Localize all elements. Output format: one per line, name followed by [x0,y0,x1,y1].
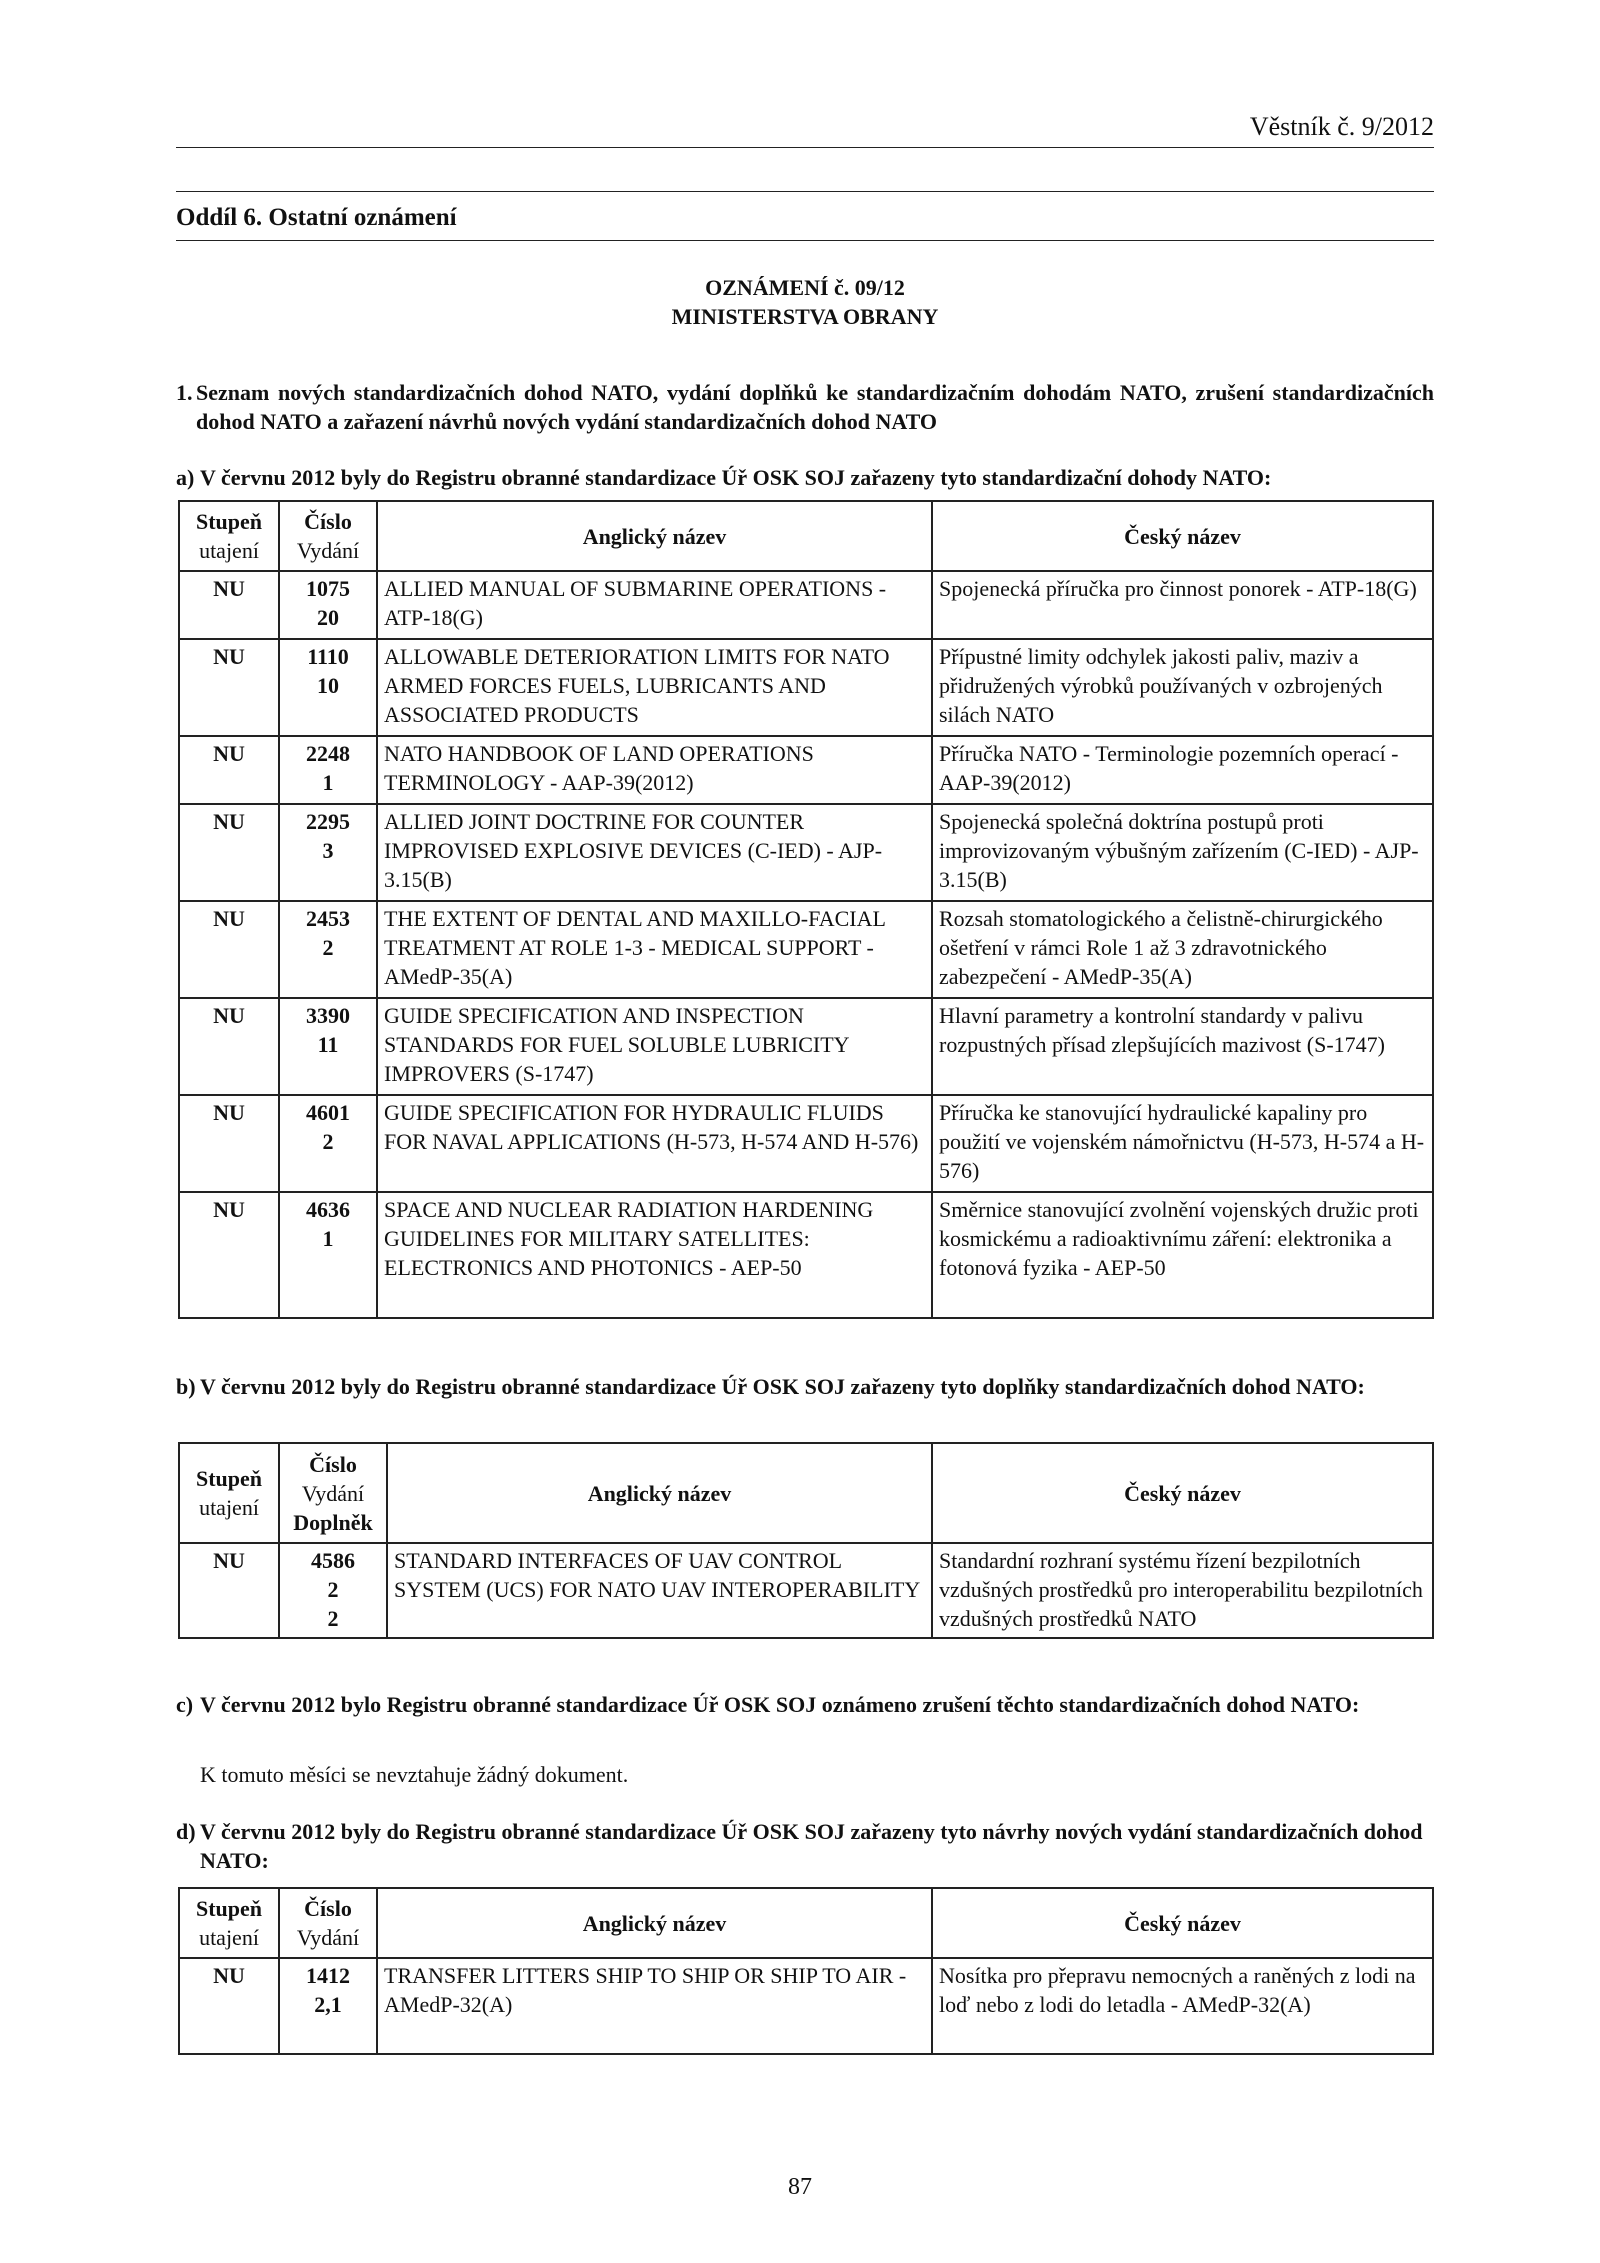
table-row [179,1192,1433,1318]
level-cell: NU [179,1543,279,1638]
header-level: Stupeň utajení [179,1888,279,1958]
section-rule-top [176,191,1434,192]
level-cell: NU [179,1192,279,1318]
number-cell: 2453 2 [279,901,377,998]
section-rule-bottom [176,240,1434,241]
table-row [179,901,1433,998]
section-d-label: d) [176,1819,196,1844]
number-cell: 4601 2 [279,1095,377,1192]
number-cell: 3390 11 [279,998,377,1095]
table-row [179,1958,1433,2054]
english-title-cell: ALLIED JOINT DOCTRINE FOR COUNTER IMPROVISED EXPLOSIVE DEVICES (C-IED) - AJP-3.15(B) [377,804,932,901]
header-number: Číslo Vydání [279,501,377,571]
level-cell: NU [179,736,279,804]
table-row [179,998,1433,1095]
notice-title: OZNÁMENÍ č. 09/12 [705,275,905,300]
item-1 [176,378,1434,436]
header-czech: Český název [932,1443,1433,1543]
header-level: Stupeň utajení [179,1443,279,1543]
czech-title-cell: Příručka ke stanovující hydraulické kapaliny pro použití ve vojenském námořnictvu (H-573, H-574 a H-576) [932,1095,1433,1192]
table-a [178,500,1434,1319]
table-row [179,804,1433,901]
table-row [179,571,1433,639]
number-cell: 1110 10 [279,639,377,736]
level-cell: NU [179,1095,279,1192]
english-title-cell: THE EXTENT OF DENTAL AND MAXILLO-FACIAL TREATMENT AT ROLE 1-3 - MEDICAL SUPPORT - AMedP-35(A) [377,901,932,998]
section-c-label: c) [176,1692,194,1717]
section-d-heading [176,1817,1434,1875]
section-c-heading [176,1690,1434,1719]
level-cell: NU [179,639,279,736]
english-title-cell: TRANSFER LITTERS SHIP TO SHIP OR SHIP TO AIR - AMedP-32(A) [377,1958,932,2054]
section-b-label: b) [176,1374,196,1399]
table-d [178,1887,1434,2055]
header-english: Anglický název [377,501,932,571]
header-czech: Český název [932,1888,1433,1958]
czech-title-cell: Příručka NATO - Terminologie pozemních operací - AAP-39(2012) [932,736,1433,804]
czech-title-cell: Rozsah stomatologického a čelistně-chirurgického ošetření v rámci Role 1 až 3 zdravotnického zabezpečení - AMedP-35(A) [932,901,1433,998]
english-title-cell: ALLIED MANUAL OF SUBMARINE OPERATIONS - ATP-18(G) [377,571,932,639]
number-cell: 1075 20 [279,571,377,639]
number-cell: 1412 2,1 [279,1958,377,2054]
section-a-text: V červnu 2012 byly do Registru obranné standardizace Úř OSK SOJ zařazeny tyto standardizační dohody NATO: [200,465,1272,490]
english-title-cell: GUIDE SPECIFICATION FOR HYDRAULIC FLUIDS FOR NAVAL APPLICATIONS (H-573, H-574 AND H-576) [377,1095,932,1192]
item-1-text: Seznam nových standardizačních dohod NATO, vydání doplňků ke standardizačním dohodám NATO, zrušení standardizačních dohod NATO a zařazení návrhů nových vydání standardizačních dohod NATO [196,380,1434,434]
level-cell: NU [179,901,279,998]
section-a-label: a) [176,465,195,490]
section-c-text: V červnu 2012 bylo Registru obranné standardizace Úř OSK SOJ oznámeno zrušení těchto standardizačních dohod NATO: [200,1692,1360,1717]
czech-title-cell: Nosítka pro přepravu nemocných a raněných z lodi na loď nebo z lodi do letadla - AMedP-32(A) [932,1958,1433,2054]
number-cell: 4586 2 2 [279,1543,387,1638]
number-cell: 2295 3 [279,804,377,901]
english-title-cell: SPACE AND NUCLEAR RADIATION HARDENING GUIDELINES FOR MILITARY SATELLITES: ELECTRONICS AND PHOTONICS - AEP-50 [377,1192,932,1318]
number-cell: 2248 1 [279,736,377,804]
page-number: 87 [788,2174,812,2200]
header-english: Anglický název [377,1888,932,1958]
section-a-heading [176,463,1434,492]
section-title: Oddíl 6. Ostatní oznámení [176,204,457,231]
header-english: Anglický název [387,1443,932,1543]
section-b-text: V červnu 2012 byly do Registru obranné standardizace Úř OSK SOJ zařazeny tyto doplňky standardizačních dohod NATO: [200,1374,1365,1399]
english-title-cell: ALLOWABLE DETERIORATION LIMITS FOR NATO ARMED FORCES FUELS, LUBRICANTS AND ASSOCIATED PRODUCTS [377,639,932,736]
english-title-cell: GUIDE SPECIFICATION AND INSPECTION STANDARDS FOR FUEL SOLUBLE LUBRICITY IMPROVERS (S-1747) [377,998,932,1095]
czech-title-cell: Spojenecká příručka pro činnost ponorek - ATP-18(G) [932,571,1433,639]
czech-title-cell: Hlavní parametry a kontrolní standardy v palivu rozpustných přísad zlepšujících mazivost (S-1747) [932,998,1433,1095]
english-title-cell: NATO HANDBOOK OF LAND OPERATIONS TERMINOLOGY - AAP-39(2012) [377,736,932,804]
header-number: Číslo Vydání [279,1888,377,1958]
header-number: Číslo Vydání Doplněk [279,1443,387,1543]
table-row [179,639,1433,736]
journal-header: Věstník č. 9/2012 [1249,112,1434,141]
section-b-heading [176,1372,1434,1401]
level-cell: NU [179,571,279,639]
item-1-number: 1. [176,380,193,405]
level-cell: NU [179,998,279,1095]
table-row [179,1095,1433,1192]
czech-title-cell: Směrnice stanovující zvolnění vojenských družic proti kosmickému a radioaktivnímu záření: elektronika a fotonová fyzika - AEP-50 [932,1192,1433,1318]
table-row [179,1543,1433,1638]
section-d-text: V červnu 2012 byly do Registru obranné standardizace Úř OSK SOJ zařazeny tyto návrhy nových vydání standardizačních dohod NATO: [200,1819,1423,1873]
czech-title-cell: Spojenecká společná doktrína postupů proti improvizovaným výbušným zařízením (C-IED) - AJP-3.15(B) [932,804,1433,901]
table-b [178,1442,1434,1639]
level-cell: NU [179,804,279,901]
header-czech: Český název [932,501,1433,571]
table-row [179,736,1433,804]
header-rule [176,147,1434,148]
header-level: Stupeň utajení [179,501,279,571]
level-cell: NU [179,1958,279,2054]
czech-title-cell: Standardní rozhraní systému řízení bezpilotních vzdušných prostředků pro interoperabilitu bezpilotních vzdušných prostředků NATO [932,1543,1433,1638]
czech-title-cell: Přípustné limity odchylek jakosti paliv, maziv a přidružených výrobků používaných v ozbrojených silách NATO [932,639,1433,736]
english-title-cell: STANDARD INTERFACES OF UAV CONTROL SYSTEM (UCS) FOR NATO UAV INTEROPERABILITY [387,1543,932,1638]
notice-issuer: MINISTERSTVA OBRANY [671,304,939,329]
number-cell: 4636 1 [279,1192,377,1318]
section-c-note: K tomuto měsíci se nevztahuje žádný dokument. [200,1762,629,1787]
